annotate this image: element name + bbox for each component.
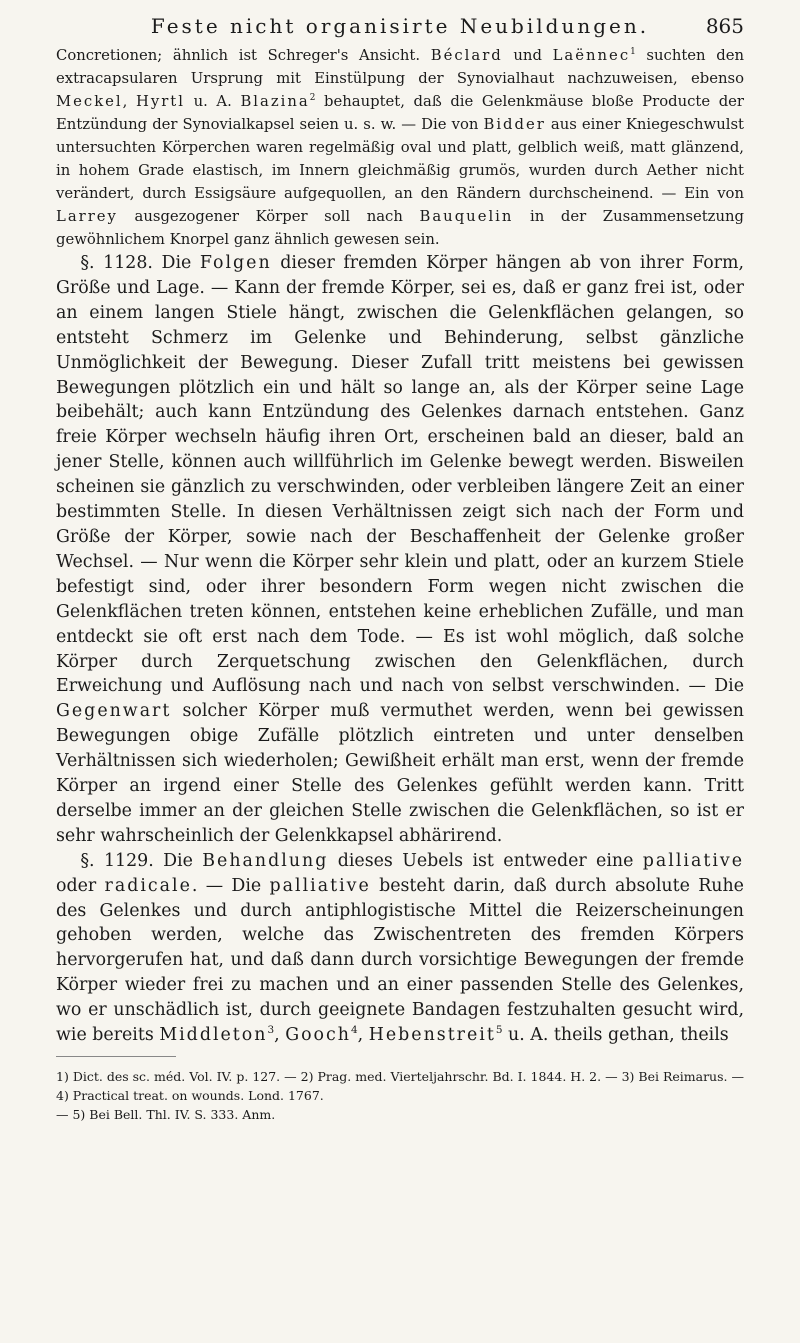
author-name: Bidder — [483, 116, 546, 133]
page-number: 865 — [705, 14, 744, 38]
author-name: Middleton — [159, 1025, 268, 1046]
author-name: Larrey — [56, 208, 118, 225]
emphasis-term: palliative — [269, 875, 371, 896]
author-name: Laënnec — [552, 47, 631, 64]
footnote-ref: 5 — [495, 1024, 503, 1037]
page-header — [56, 14, 744, 44]
footnote-ref: 4 — [350, 1024, 358, 1037]
footnote-rule — [56, 1056, 176, 1057]
author-name: Béclard — [430, 47, 503, 64]
footnote-ref: 1 — [630, 47, 636, 58]
footnote-ref: 2 — [309, 93, 316, 104]
running-head: Feste nicht organisirte Neubildungen. — [150, 14, 650, 38]
paragraph-1129: §. 1129. Die Behandlung dieses Uebels ist entweder eine palliative oder radicale. — Die palliative besteht darin, daß durch absolute Ruhe des Gelenkes und durch antiphlogistische Mittel die Reizerscheinungen gehoben werden, welche das Zwischentreten des fremden Körpers hervorgerufen hat, und daß dann durch vorsichtige Bewegungen der fremde Körper wieder frei zu machen und an einer passenden Stelle des Gelenkes, wo er unschädlich ist, durch geeignete Bandagen festzuhalten gesucht wird, wie bereits Middleton$^3$, Gooch$^4$, Hebenstreit$^5$ u. A. theils gethan, theils — [56, 850, 745, 1046]
emphasis-term: Behandlung — [202, 850, 329, 871]
emphasis-term: Folgen — [199, 253, 272, 273]
author-name: Blazina — [240, 93, 310, 110]
author-name: Meckel — [56, 93, 123, 110]
author-name: Bauquelin — [419, 208, 514, 225]
emphasis-term: Gegenwart — [56, 701, 172, 722]
author-name: Hebenstreit — [368, 1025, 496, 1046]
footnote-line: — 5) Bei Bell. Thl. IV. S. 333. Anm. — [56, 1107, 276, 1122]
paragraph-1128: §. 1128. Die Folgen dieser fremden Körper hängen ab von ihrer Form, Größe und Lage. — Kann der fremde Körper, sei es, daß er ganz frei ist, oder an einem langen Stiele hängt, zwischen die Gelenkflächen gelangen, so entsteht Schmerz im Gelenke und Behinderung, selbst gänzliche Unmöglichkeit der Bewegung. Dieser Zufall tritt meistens bei gewissen Bewegungen plötzlich ein und hält so lange an, als der Körper seine Lage beibehält; auch kann Entzündung des Gelenkes darnach entstehen. Ganz freie Körper wechseln häufig ihren Ort, erscheinen bald an dieser, bald an jener Stelle, können auch willführlich im Gelenke bewegt werden. Bisweilen scheinen sie gänzlich zu verschwinden, oder verbleiben längere Zeit an einer bestimmten Stelle. In diesen Verhältnissen zeigt sich nach der Form und Größe der Körper, sowie nach der Beschaffenheit der Gelenke großer Wechsel. — Nur wenn die Körper sehr klein und platt, oder an kurzem Stiele befestigt sind, oder ihrer besondern Form wegen nicht zwischen die Gelenkflächen treten können, entstehen keine erheblichen Zufälle, und man entdeckt sie oft erst nach dem Tode. — Es ist wohl möglich, daß solche Körper durch Zerquetschung zwischen den Gelenkflächen, durch Erweichung und Auflösung nach und nach von selbst verschwinden. — Die Gegenwart solcher Körper muß vermuthet werden, wenn bei gewissen Bewegungen obige Zufälle plötzlich eintreten und unter denselben Verhältnissen sich wiederholen; Gewißheit erhält man erst, wenn der fremde Körper an irgend einer Stelle des Gelenkes gefühlt werden kann. Tritt derselbe immer an der gleichen Stelle zwischen die Gelenkflächen, so ist er sehr wahrscheinlich der Gelenkkapsel abhärirend. — [56, 253, 745, 846]
footnotes — [56, 1067, 744, 1124]
emphasis-term: radicale — [104, 875, 192, 896]
author-name: Hyrtl — [135, 93, 185, 110]
paragraph-concretions: Concretionen; ähnlich ist Schreger's Ansicht. Béclard und Laënnec$^1$ suchten den extracapsularen Ursprung mit Einstülpung der Synovialhaut nachzuweisen, ebenso Meckel, Hyrtl u. A. Blazina$^2$ behauptet, daß die Gelenkmäuse bloße Producte der Entzündung der Synovialkapsel seien u. s. w. — Die von Bidder aus einer Kniegeschwulst untersuchten Körperchen waren regelmäßig oval und platt, gelblich weiß, matt glänzend, in hohem Grade elastisch, im Innern gleichmäßig grumös, wurden durch Aether nicht verändert, durch Essigsäure aufgequollen, an den Rändern durchscheinend. — Ein von Larrey ausgezogener Körper soll nach Bauquelin in der Zusammensetzung gewöhnlichem Knorpel ganz ähnlich gewesen sein. — [56, 47, 745, 248]
footnote-line: 1) Dict. des sc. méd. Vol. IV. p. 127. — 2) Prag. med. Vierteljahrschr. Bd. I. 1844. H. 2. — 3) Bei Reimarus. — 4) Practical treat. on wounds. Lond. 1767. — [56, 1069, 744, 1103]
author-name: Gooch — [285, 1025, 351, 1046]
body-text — [56, 44, 744, 1048]
footnote-ref: 3 — [267, 1024, 275, 1037]
emphasis-term: palliative — [642, 850, 745, 871]
